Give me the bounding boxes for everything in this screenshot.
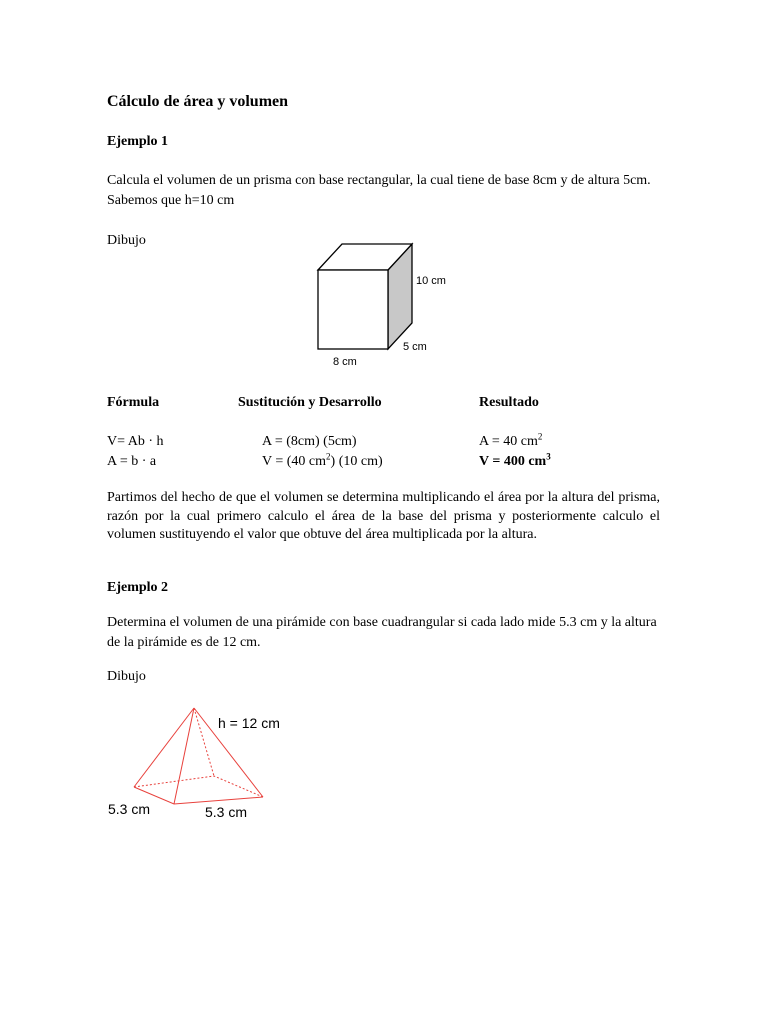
header-substitution: Sustitución y Desarrollo <box>238 395 382 410</box>
pyramid-side-right-label: 5.3 cm <box>205 804 248 820</box>
example1-drawing-label: Dibujo <box>107 233 146 248</box>
row2-substitution: V = (40 $cm^2$) (10 cm) <box>262 451 383 469</box>
row2-result-exponent: 3 <box>546 451 551 462</box>
row1-result: A = 40 $cm^2$ <box>479 431 543 449</box>
example2-statement: Determina el volumen de una pirámide con base cuadrangular si cada lado mide 5.3 cm y la altura de la pirámide es de 12 cm. <box>107 615 657 650</box>
example1-heading: Ejemplo 1 <box>107 134 169 149</box>
pyramid-height-label: h = 12 cm <box>218 715 280 731</box>
prism-front-face <box>318 270 388 349</box>
prism-depth-label: 5 cm <box>403 341 427 353</box>
example1-statement: Calcula el volumen de un prisma con base rectangular, la cual tiene de base 8cm y de altura 5cm. Sabemos que h=10 cm <box>107 173 651 208</box>
page-title: Cálculo de área y volumen <box>107 93 289 110</box>
header-formula: Fórmula <box>107 395 160 410</box>
pyramid-edge-left <box>134 708 194 787</box>
example2-drawing-label: Dibujo <box>107 669 146 684</box>
row2-result: V = 400 $cm^3$ <box>479 451 551 469</box>
prism-figure <box>300 235 470 375</box>
example1-explanation: Partimos del hecho de que el volumen se determina multiplicando el área por la altura del prisma, razón por la cual primero calculo el área de la base del prisma y posteriormente calculo el volumen sustituyendo el valor que obtuve del área multiplicada por la altura. <box>107 490 660 542</box>
row2-formula: A = b · a <box>107 454 157 469</box>
pyramid-base-front <box>134 787 263 804</box>
row2-substitution-exponent: 2 <box>326 451 331 462</box>
row1-substitution: A = (8cm) (5cm) <box>262 434 357 449</box>
pyramid-edge-front <box>174 708 194 804</box>
prism-height-label: 10 cm <box>416 275 446 287</box>
pyramid-side-left-label: 5.3 cm <box>108 801 151 817</box>
header-result: Resultado <box>479 395 539 410</box>
pyramid-base-back <box>134 776 263 797</box>
example2-heading: Ejemplo 2 <box>107 580 169 595</box>
row1-formula: V= Ab · h <box>107 434 164 449</box>
pyramid-edge-back <box>194 708 214 776</box>
row1-result-exponent: 2 <box>537 431 543 442</box>
prism-width-label: 8 cm <box>333 356 357 368</box>
pyramid-figure <box>100 700 300 825</box>
